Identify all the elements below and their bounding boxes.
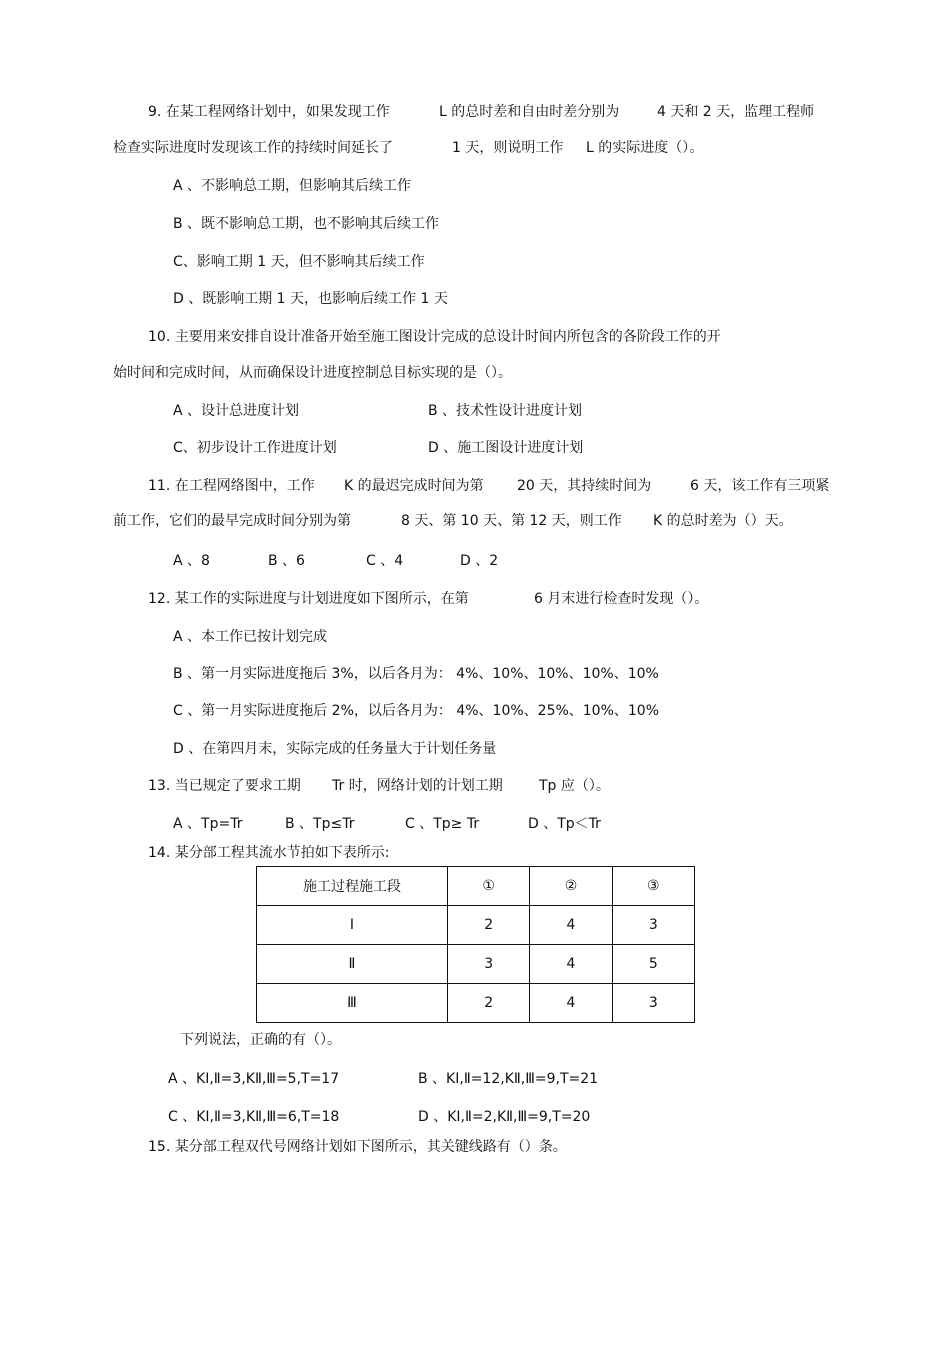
q9-line1-part3: 4 天和 2 天，监理工程师 (657, 104, 815, 120)
table-cell: 4 (530, 984, 612, 1023)
q9-option-d: D 、既影响工期 1 天，也影响后续工作 1 天 (173, 291, 448, 307)
table-cell: 3 (448, 945, 530, 984)
table-cell: 4 (530, 945, 612, 984)
table-header-row (257, 867, 695, 906)
table-row (257, 945, 695, 984)
q12-option-c: C 、第一月实际进度拖后 2%，以后各月为： 4%、10%、25%、10%、10% (173, 703, 660, 719)
table-cell: 5 (612, 945, 694, 984)
q10-option-c: C、初步设计工作进度计划 (173, 440, 337, 456)
q11-line1-part3: 20 天，其持续时间为 (517, 478, 652, 494)
q14-option-c: C 、KⅠ,Ⅱ=3,KⅡ,Ⅲ=6,T=18 (168, 1109, 340, 1125)
q11-line1-part4: 6 天，该工作有三项紧 (690, 478, 830, 494)
table-cell: 3 (612, 906, 694, 945)
q11-option-b: B 、6 (268, 553, 305, 569)
q9-line1-part2: L 的总时差和自由时差分别为 (439, 104, 620, 120)
table-cell: 2 (448, 906, 530, 945)
q11-option-c: C 、4 (366, 553, 404, 569)
q11-option-d: D 、2 (460, 553, 499, 569)
q13-line1-part3: Tp 应（）。 (539, 778, 610, 794)
q15-line1: 15. 某分部工程双代号网络计划如下图所示，其关键线路有（）条。 (148, 1139, 567, 1155)
q14-option-b: B 、KⅠ,Ⅱ=12,KⅡ,Ⅲ=9,T=21 (418, 1071, 599, 1087)
q12-option-a: A 、本工作已按计划完成 (173, 629, 328, 645)
q12-line1-part2: 6 月末进行检查时发现（）。 (534, 591, 709, 607)
table-cell: 4 (530, 906, 612, 945)
q11-line2-part3: K 的总时差为（）天。 (653, 513, 793, 529)
table-cell: 2 (448, 984, 530, 1023)
q11-line1-part1: 11. 在工程网络图中，工作 (148, 478, 315, 494)
q13-option-d: D 、Tp＜Tr (528, 816, 601, 832)
q11-line1-part2: K 的最迟完成时间为第 (344, 478, 484, 494)
q9-line2-part2: 1 天，则说明工作 (452, 140, 564, 156)
table-row-label: Ⅲ (257, 984, 448, 1023)
q10-option-d: D 、施工图设计进度计划 (428, 440, 584, 456)
q12-line1-part1: 12. 某工作的实际进度与计划进度如下图所示，在第 (148, 591, 469, 607)
q10-option-a: A 、设计总进度计划 (173, 403, 300, 419)
q13-option-b: B 、Tp≤Tr (285, 816, 355, 832)
q12-option-d: D 、在第四月末，实际完成的任务量大于计划任务量 (173, 741, 497, 757)
q13-line1-part1: 13. 当已规定了要求工期 (148, 778, 301, 794)
q13-option-a: A 、Tp=Tr (173, 816, 243, 832)
q14-option-d: D 、KⅠ,Ⅱ=2,KⅡ,Ⅲ=9,T=20 (418, 1109, 591, 1125)
q11-line2-part1: 前工作，它们的最早完成时间分别为第 (113, 513, 351, 529)
q9-option-b: B 、既不影响总工期，也不影响其后续工作 (173, 216, 440, 232)
q13-line1-part2: Tr 时，网络计划的计划工期 (332, 778, 503, 794)
table-row-label: Ⅰ (257, 906, 448, 945)
q11-line2-part2: 8 天、第 10 天、第 12 天，则工作 (401, 513, 622, 529)
q10-line2: 始时间和完成时间，从而确保设计进度控制总目标实现的是（）。 (113, 365, 512, 381)
table-row (257, 906, 695, 945)
q12-option-b: B 、第一月实际进度拖后 3%，以后各月为： 4%、10%、10%、10%、10% (173, 666, 659, 682)
q9-line2-part3: L 的实际进度（）。 (586, 140, 704, 156)
flow-beat-table (256, 866, 695, 1023)
table-row-label: Ⅱ (257, 945, 448, 984)
q14-prompt: 下列说法，正确的有（）。 (180, 1032, 341, 1048)
table-cell: 3 (612, 984, 694, 1023)
q10-line1: 10. 主要用来安排自设计准备开始至施工图设计完成的总设计时间内所包含的各阶段工作的开 (148, 329, 721, 345)
q13-option-c: C 、Tp≥ Tr (405, 816, 480, 832)
table-header-cell: ① (448, 867, 530, 906)
q9-option-a: A 、不影响总工期，但影响其后续工作 (173, 178, 412, 194)
table-row (257, 984, 695, 1023)
q9-line2-part1: 检查实际进度时发现该工作的持续时间延长了 (113, 140, 393, 156)
q9-line1-part1: 9. 在某工程网络计划中，如果发现工作 (148, 104, 390, 120)
table-header-cell: ③ (612, 867, 694, 906)
q10-option-b: B 、技术性设计进度计划 (428, 403, 583, 419)
q9-option-c: C、影响工期 1 天，但不影响其后续工作 (173, 254, 425, 270)
q14-option-a: A 、KⅠ,Ⅱ=3,KⅡ,Ⅲ=5,T=17 (168, 1071, 340, 1087)
table-header-cell: 施工过程施工段 (257, 867, 448, 906)
q14-line1: 14. 某分部工程其流水节拍如下表所示: (148, 845, 390, 861)
q11-option-a: A 、8 (173, 553, 210, 569)
table-header-cell: ② (530, 867, 612, 906)
